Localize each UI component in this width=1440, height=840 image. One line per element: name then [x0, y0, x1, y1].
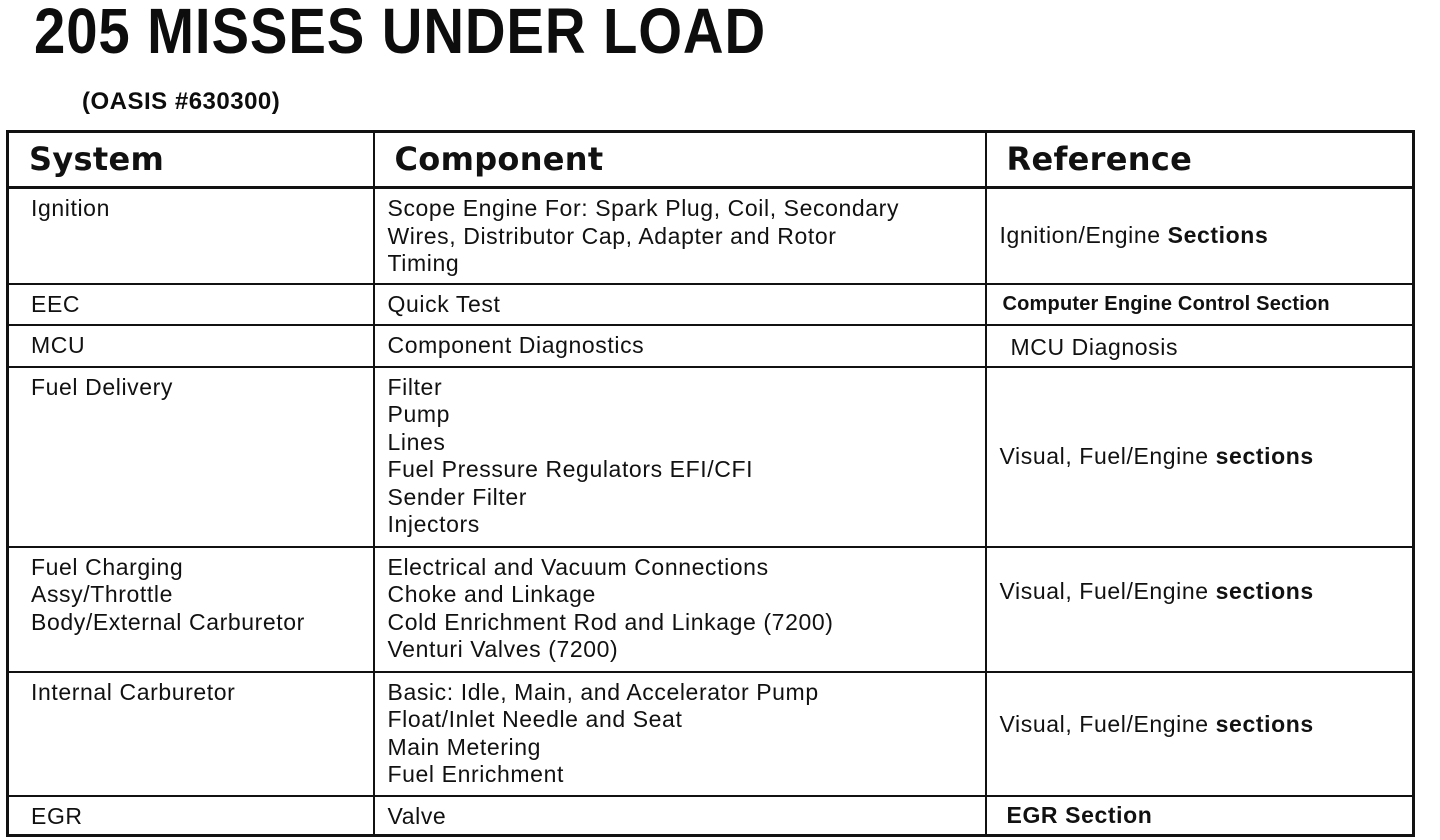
component-cell [374, 367, 986, 547]
page-subtitle: (OASIS #630300) [82, 88, 281, 115]
component-line: Basic: Idle, Main, and Accelerator Pump [387, 678, 819, 705]
system-cell [8, 796, 374, 836]
component-cell [374, 796, 986, 836]
system-cell [8, 325, 374, 367]
system-line: Assy/Throttle [31, 581, 174, 607]
component-cell [374, 547, 986, 672]
system-cell [8, 188, 374, 284]
reference-text: Visual, Fuel/Engine [999, 577, 1216, 604]
reference-cell [986, 284, 1414, 325]
component-cell [374, 672, 986, 796]
component-line: Valve [387, 802, 447, 829]
system-line: Body/External Carburetor [31, 608, 305, 635]
reference-bold-text: sections [1215, 710, 1314, 737]
system-cell [8, 672, 374, 796]
component-line: Choke and Linkage [387, 581, 596, 607]
component-line: Component Diagnostics [387, 331, 645, 358]
system-line: EGR [31, 802, 83, 829]
component-line: Main Metering [387, 733, 542, 760]
diagnosis-table [6, 130, 1415, 837]
reference-text: MCU Diagnosis [1010, 334, 1179, 360]
component-line: Lines [387, 428, 446, 455]
component-line: Scope Engine For: Spark Plug, Coil, Secondary [387, 195, 900, 221]
reference-bold-text: sections [1215, 577, 1314, 604]
component-cell [374, 188, 986, 284]
component-line: Pump [387, 401, 450, 427]
page-title: 205 MISSES UNDER LOAD [34, 0, 767, 67]
reference-bold-text: EGR Section [1006, 801, 1153, 828]
reference-bold-text: Sections [1167, 222, 1269, 248]
column-header-reference: Reference [986, 132, 1414, 188]
table-row [8, 325, 1414, 367]
system-cell [8, 284, 374, 325]
system-cell [8, 367, 374, 547]
system-line: Fuel Delivery [31, 373, 174, 400]
reference-bold-text: sections [1215, 442, 1314, 469]
system-line: MCU [31, 331, 86, 358]
column-header-component: Component [374, 132, 986, 188]
component-line: Quick Test [387, 290, 501, 317]
component-line: Injectors [387, 511, 480, 537]
reference-cell [986, 188, 1414, 284]
table-row [8, 367, 1414, 547]
reference-text: Ignition/Engine [999, 222, 1168, 248]
component-line: Venturi Valves (7200) [387, 636, 619, 662]
reference-text: Visual, Fuel/Engine [999, 710, 1216, 737]
table-row [8, 547, 1414, 672]
table-row [8, 188, 1414, 284]
table-row [8, 672, 1414, 796]
system-line: EEC [31, 290, 81, 317]
reference-bold-text: Computer Engine Control Section [1002, 293, 1330, 316]
reference-cell [986, 672, 1414, 796]
reference-text: Visual, Fuel/Engine [999, 442, 1216, 469]
component-line: Timing [387, 250, 460, 276]
table-header-row [8, 132, 1414, 188]
system-line: Fuel Charging [31, 553, 184, 580]
system-cell [8, 547, 374, 672]
reference-cell [986, 547, 1414, 672]
component-cell [374, 284, 986, 325]
component-line: Electrical and Vacuum Connections [387, 553, 769, 580]
column-header-system: System [8, 132, 374, 188]
component-line: Float/Inlet Needle and Seat [387, 706, 683, 732]
system-line: Ignition [31, 195, 110, 221]
component-cell [374, 325, 986, 367]
table-row [8, 796, 1414, 836]
reference-cell [986, 367, 1414, 547]
component-line: Sender Filter [387, 483, 527, 510]
reference-cell [986, 325, 1414, 367]
component-line: Wires, Distributor Cap, Adapter and Rotor [387, 222, 837, 249]
component-line: Cold Enrichment Rod and Linkage (7200) [387, 608, 834, 635]
component-line: Filter [387, 373, 443, 400]
component-line: Fuel Enrichment [387, 761, 564, 787]
system-line: Internal Carburetor [31, 678, 236, 705]
component-line: Fuel Pressure Regulators EFI/CFI [387, 456, 754, 482]
reference-cell [986, 796, 1414, 836]
table-row [8, 284, 1414, 325]
